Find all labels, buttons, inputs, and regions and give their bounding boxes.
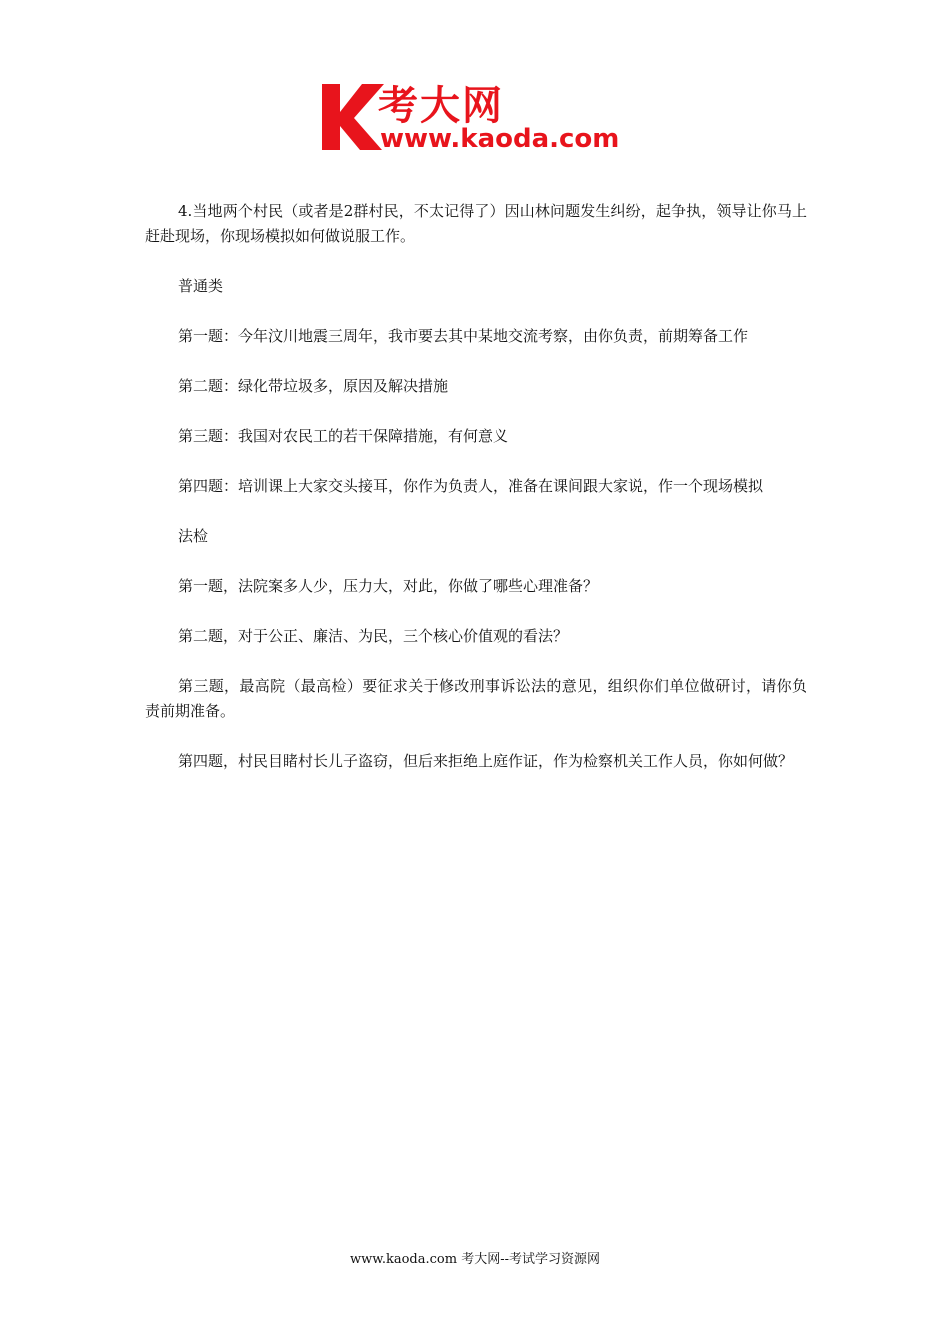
- section-heading: 法检: [178, 527, 209, 545]
- paragraph: 第一题，法院案多人少，压力大，对此，你做了哪些心理准备？: [178, 577, 599, 595]
- logo-title: 考大网: [378, 83, 504, 129]
- paragraph: 第二题，对于公正、廉洁、为民，三个核心价值观的看法？: [178, 627, 569, 645]
- paragraph: 第四题：培训课上大家交头接耳，你作为负责人，准备在课间跟大家说，作一个现场模拟: [178, 477, 764, 495]
- logo-url: www.kaoda.com: [380, 124, 620, 154]
- paragraph: 第二题：绿化带垃圾多，原因及解决措施: [178, 377, 449, 395]
- paragraph: 4.当地两个村民（或者是2群村民，不太记得了）因山林问题发生纠纷，起争执，领导让你马上赶赴现场，你现场模拟如何做说服工作。: [145, 202, 807, 245]
- kaoda-logo: [318, 76, 638, 158]
- paragraph: 第三题，最高院（最高检）要征求关于修改刑事诉讼法的意见，组织你们单位做研讨，请你负责前期准备。: [145, 677, 807, 720]
- paragraph: 第三题：我国对农民工的若干保障措施，有何意义: [178, 427, 509, 445]
- paragraph: 第一题：今年汶川地震三周年，我市要去其中某地交流考察，由你负责，前期筹备工作: [178, 327, 749, 345]
- document-body: [145, 199, 807, 799]
- page-footer: www.kaoda.com 考大网--考试学习资源网: [350, 1252, 600, 1267]
- section-heading: 普通类: [178, 277, 224, 295]
- paragraph: 第四题，村民目睹村长儿子盗窃，但后来拒绝上庭作证，作为检察机关工作人员，你如何做？: [178, 752, 794, 770]
